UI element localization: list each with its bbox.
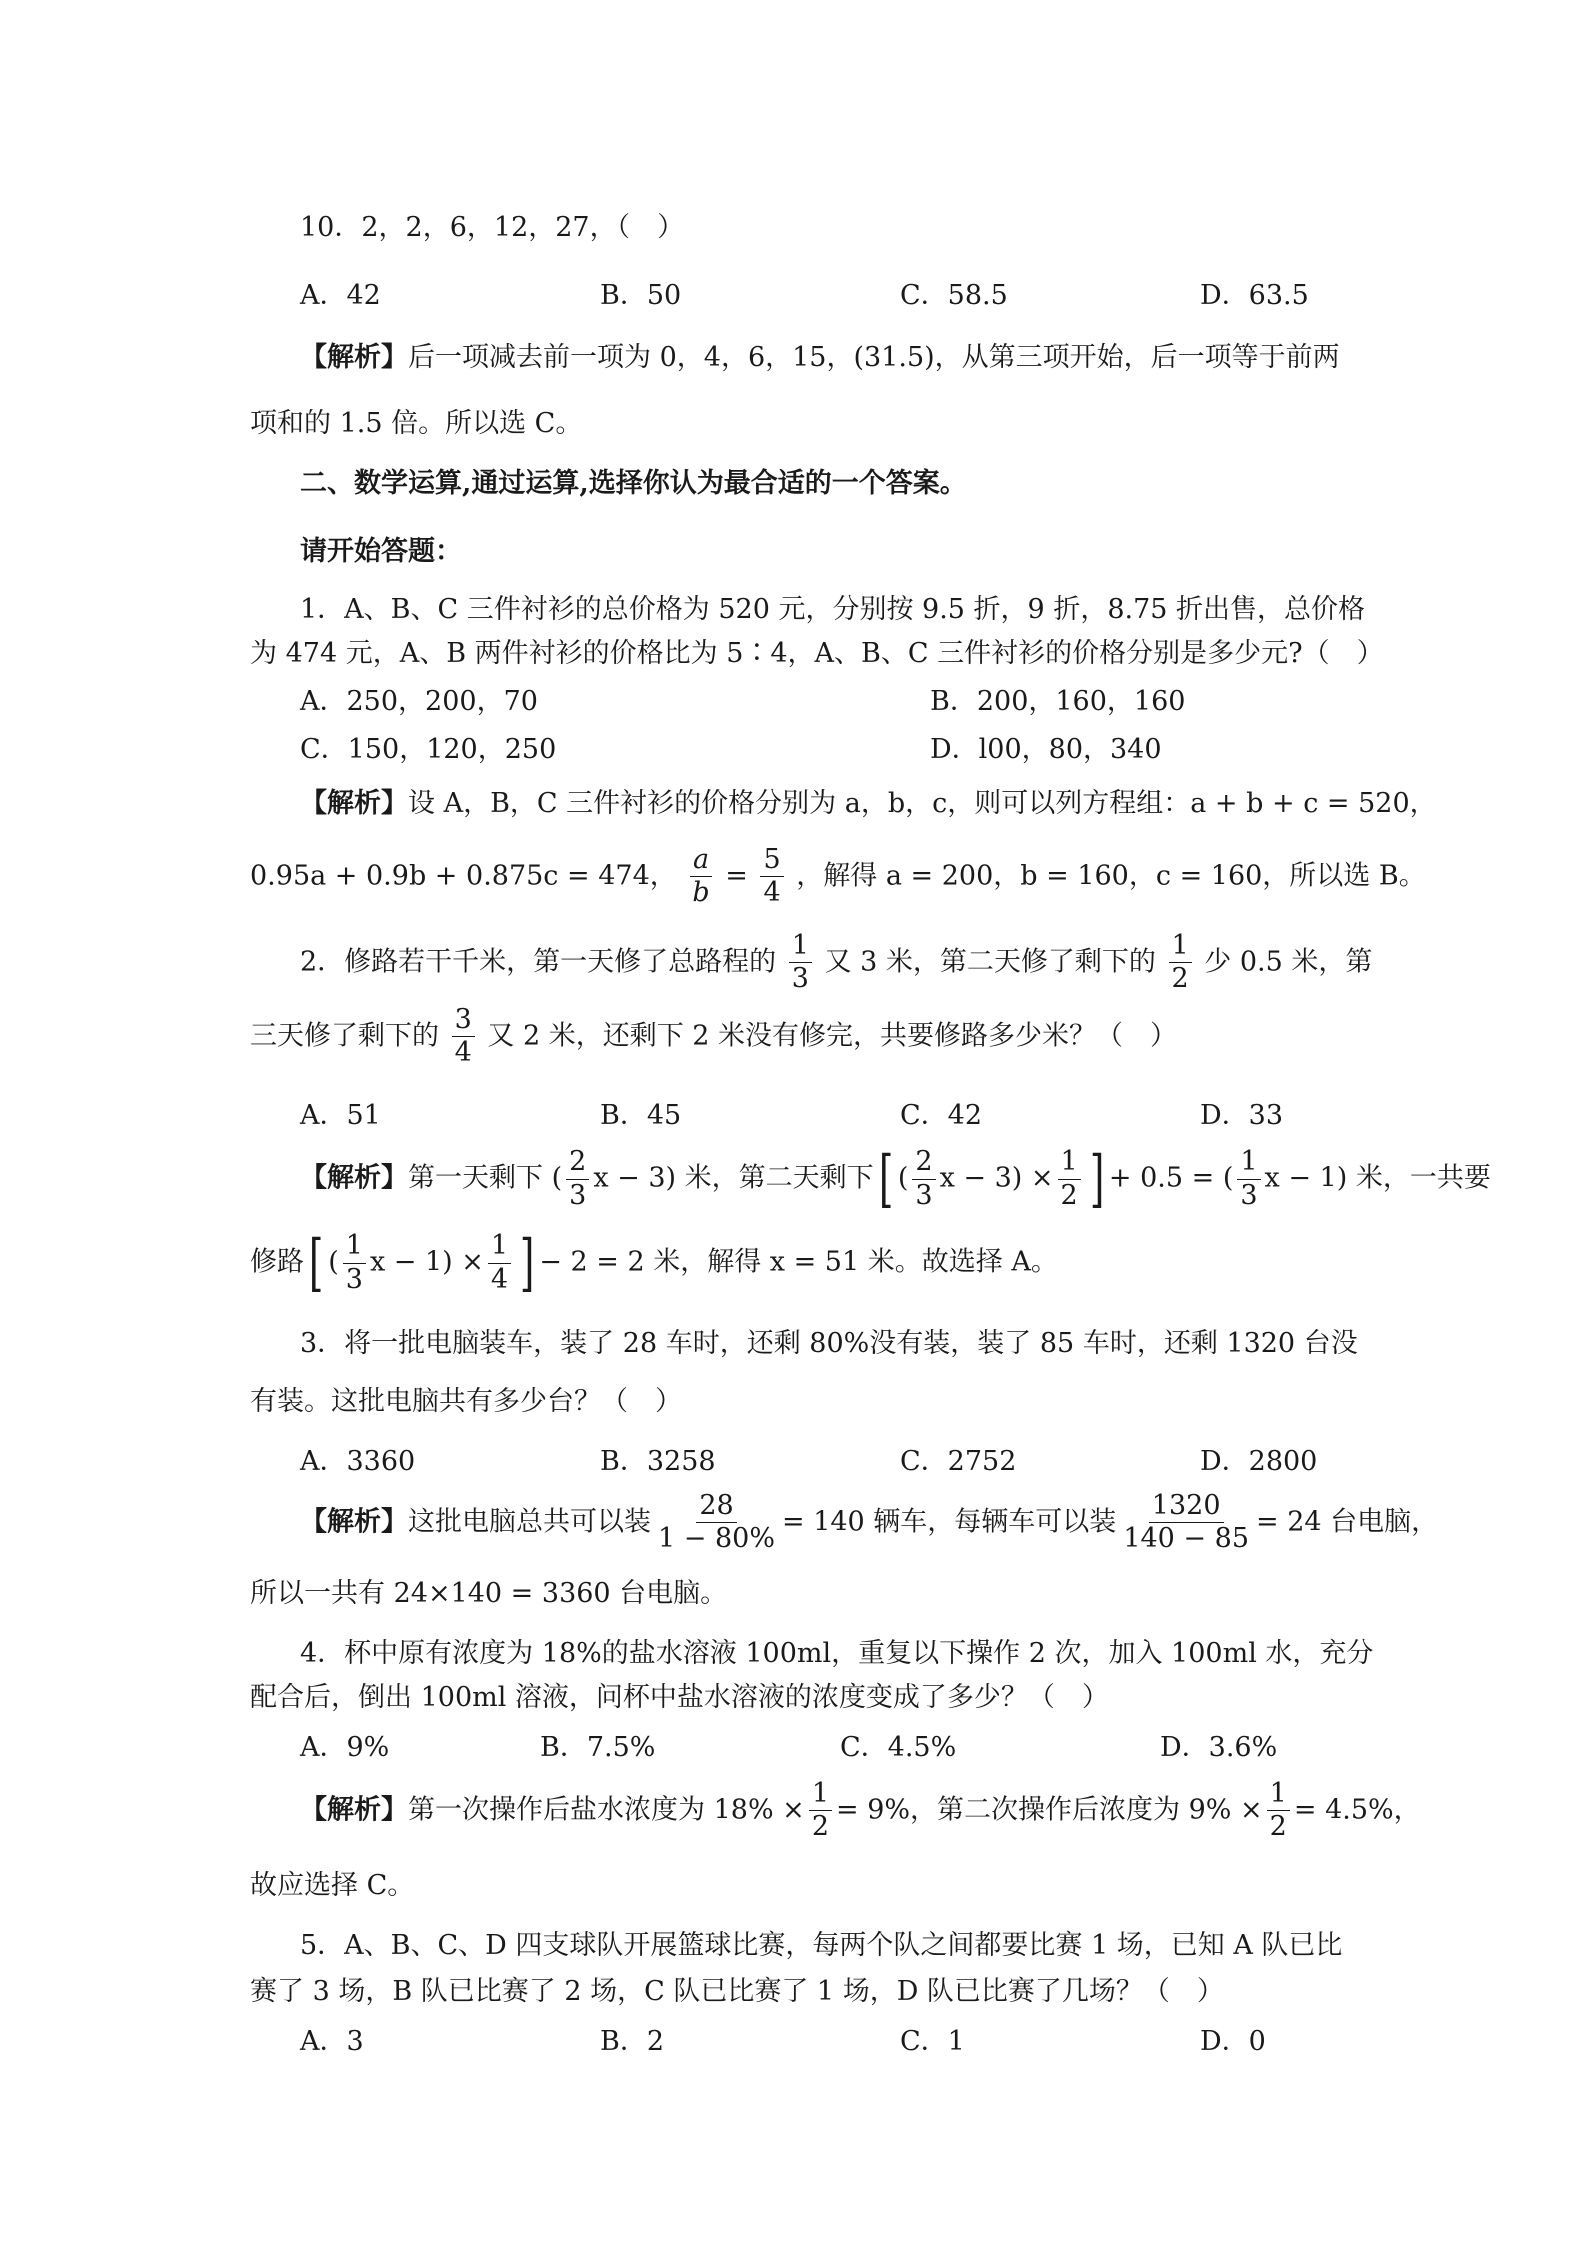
bracket-left: [ [308, 1226, 324, 1299]
q10-stem: 10．2，2，6，12，27，（ ） [300, 212, 685, 243]
q4-stem-line2: 配合后，倒出 100ml 溶液，问杯中盐水溶液的浓度变成了多少？（ ） [250, 1682, 1109, 1713]
q1-analysis-line2: 0.95a + 0.9b + 0.875c = 474， $\frac{a}{b}$ = $\frac{5}{4}$ ，解得 a = 200，b = 160，c = 160，所以选 B。 [250, 844, 1426, 909]
fraction: $\frac{1}{2}$ [1169, 932, 1192, 994]
fraction: $\frac{a}{b}$ [689, 846, 712, 908]
q5-option-b: B．2 [600, 2026, 665, 2057]
q10-option-a: A．42 [300, 280, 381, 311]
fraction: $\frac{1320}{140 - 85}$ [1123, 1490, 1249, 1555]
start-label: 请开始答题： [300, 536, 462, 567]
q10-analysis-line2: 项和的 1.5 倍。所以选 C。 [250, 408, 583, 439]
q2-stem-line1: 2．修路若干千米，第一天修了总路程的 $\frac{1}{3}$ 又 3 米，第二天修了剩下的 $\frac{1}{2}$ 少 0.5 米，第 [300, 930, 1373, 995]
q3-option-d: D．2800 [1200, 1446, 1318, 1477]
q4-analysis-line2: 故应选择 C。 [250, 1870, 415, 1901]
q1-option-a: A．250，200，70 [300, 686, 538, 717]
bracket-right: ] [1089, 1142, 1105, 1215]
fraction: $\frac{5}{4}$ [760, 846, 783, 908]
q2-analysis-line2: 修路[ ( $\frac{1}{3}$ x − 1) × $\frac{1}{4}$ ] − 2 = 2 米，解得 x = 51 米。故选择 A。 [250, 1226, 1058, 1299]
q2-option-d: D．33 [1200, 1100, 1284, 1131]
q4-option-d: D．3.6% [1160, 1732, 1278, 1763]
q2-stem-line2: 三天修了剩下的 $\frac{3}{4}$ 又 2 米，还剩下 2 米没有修完，共要修路多少米？（ ） [250, 1004, 1178, 1069]
q1-option-c: C．150，120，250 [300, 734, 557, 765]
fraction: $\frac{28}{1 - 80\%}$ [658, 1490, 775, 1555]
q2-option-c: C．42 [900, 1100, 983, 1131]
bracket-left: [ [878, 1142, 893, 1215]
fraction: $\frac{1}{2}$ [809, 1780, 832, 1842]
fraction: $\frac{1}{2}$ [1058, 1148, 1081, 1210]
q3-stem-line1: 3．将一批电脑装车，装了 28 车时，还剩 80%没有装，装了 85 车时，还剩 1320 台没 [300, 1328, 1358, 1359]
q1-option-d: D．l00，80，340 [930, 734, 1162, 765]
q5-option-a: A．3 [300, 2026, 364, 2057]
q1-analysis-line1: 【解析】设 A，B，C 三件衬衫的价格分别为 a，b，c，则可以列方程组：a + b + c = 520， [300, 788, 1437, 819]
fraction: $\frac{1}{3}$ [789, 932, 812, 994]
q3-option-c: C．2752 [900, 1446, 1017, 1477]
fraction: $\frac{1}{3}$ [343, 1232, 366, 1294]
q4-analysis-line1: 【解析】第一次操作后盐水浓度为 18% × $\frac{1}{2}$ = 9%，第二次操作后浓度为 9% × $\frac{1}{2}$ = 4.5%， [300, 1778, 1421, 1843]
q4-stem-line1: 4．杯中原有浓度为 18%的盐水溶液 100ml，重复以下操作 2 次，加入 100ml 水，充分 [300, 1638, 1374, 1669]
q3-stem-line2: 有装。这批电脑共有多少台？（ ） [250, 1386, 682, 1417]
fraction: $\frac{1}{3}$ [1237, 1148, 1260, 1210]
q10-option-d: D．63.5 [1200, 280, 1309, 311]
q4-option-c: C．4.5% [840, 1732, 957, 1763]
q1-stem-line1: 1．A、B、C 三件衬衫的总价格为 520 元，分别按 9.5 折，9 折，8.75 折出售，总价格 [300, 594, 1366, 625]
q10-analysis-line1: 【解析】后一项减去前一项为 0，4，6，15，(31.5)，从第三项开始，后一项等于前两 [300, 342, 1340, 373]
fraction: $\frac{1}{4}$ [488, 1232, 511, 1294]
fraction: $\frac{2}{3}$ [566, 1148, 589, 1210]
q5-stem-line1: 5．A、B、C、D 四支球队开展篮球比赛，每两个队之间都要比赛 1 场，已知 A 队已比 [300, 1930, 1343, 1961]
bracket-right: ] [519, 1226, 535, 1299]
q3-analysis-line1: 【解析】这批电脑总共可以装 $\frac{28}{1 - 80\%}$ = 140 辆车，每辆车可以装 $\frac{1320}{140 - 85}$ = 24 台电脑， [300, 1490, 1439, 1555]
q5-option-c: C．1 [900, 2026, 965, 2057]
q3-option-b: B．3258 [600, 1446, 716, 1477]
q5-option-d: D．0 [1200, 2026, 1266, 2057]
q4-option-a: A．9% [300, 1732, 390, 1763]
q3-analysis-line2: 所以一共有 24×140 = 3360 台电脑。 [250, 1578, 728, 1609]
q1-option-b: B．200，160，160 [930, 686, 1186, 717]
q5-stem-line2: 赛了 3 场，B 队已比赛了 2 场，C 队已比赛了 1 场，D 队已比赛了几场？（ ） [250, 1976, 1224, 2007]
fraction: $\frac{1}{2}$ [1267, 1780, 1290, 1842]
q3-option-a: A．3360 [300, 1446, 416, 1477]
q10-option-c: C．58.5 [900, 280, 1008, 311]
section-heading: 二、数学运算,通过运算,选择你认为最合适的一个答案。 [300, 468, 967, 499]
q1-stem-line2: 为 474 元，A、B 两件衬衫的价格比为 5∶4，A、B、C 三件衬衫的价格分别是多少元?（ ） [250, 638, 1384, 669]
fraction: $\frac{2}{3}$ [912, 1148, 935, 1210]
analysis-label: 【解析】 [300, 342, 408, 373]
q2-option-b: B．45 [600, 1100, 682, 1131]
q2-analysis-line1: 【解析】第一天剩下 ( $\frac{2}{3}$ x − 3) 米，第二天剩下[ ( $\frac{2}{3}$ x − 3) × $\frac{1}{2}$ ] + 0.5 = ( $\frac{1}{3}$ x − 1) 米，一共要 [300, 1142, 1491, 1215]
q2-option-a: A．51 [300, 1100, 381, 1131]
q4-option-b: B．7.5% [540, 1732, 656, 1763]
q10-option-b: B．50 [600, 280, 682, 311]
fraction: $\frac{3}{4}$ [452, 1006, 475, 1068]
